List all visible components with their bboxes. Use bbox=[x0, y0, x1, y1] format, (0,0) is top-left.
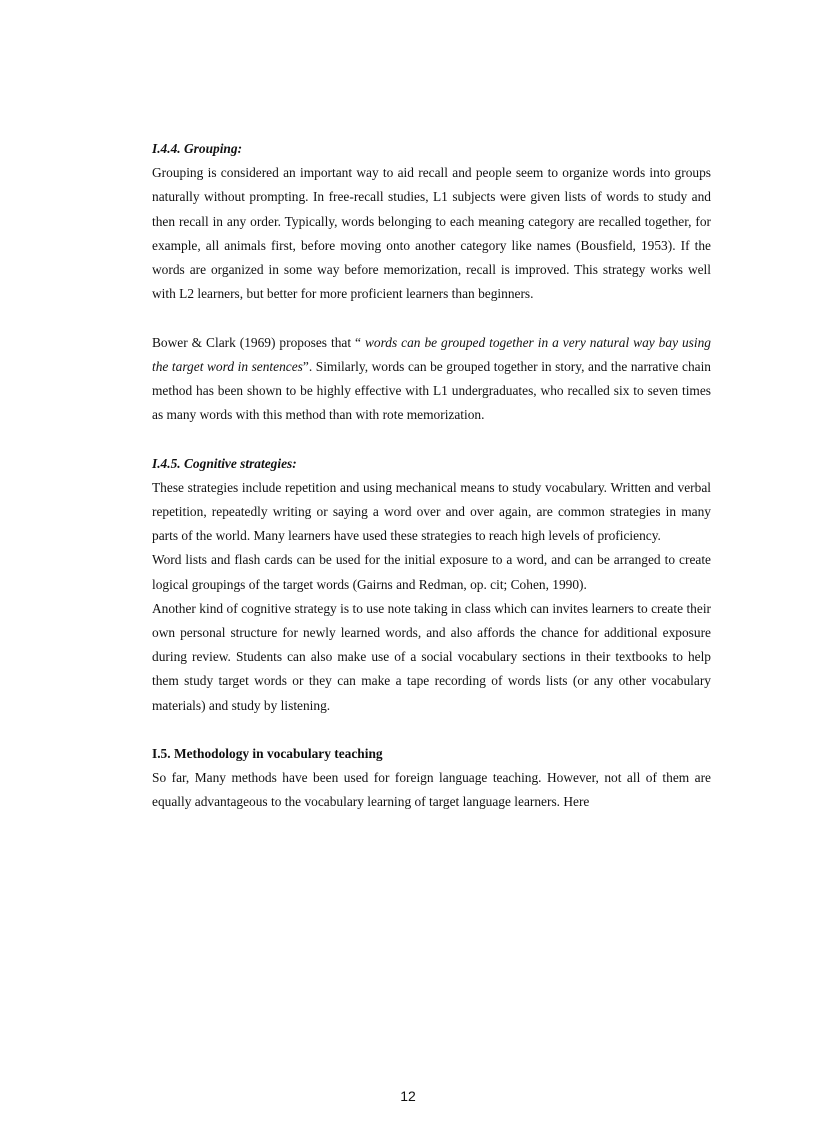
page-number: 12 bbox=[400, 1088, 416, 1104]
paragraph-spacer bbox=[152, 427, 711, 451]
paragraph-grouping-2 bbox=[152, 331, 711, 428]
paragraph-methodology-1: So far, Many methods have been used for foreign language teaching. However, not all of them are equally advantageous to the vocabulary learning of target language learners. Here bbox=[152, 770, 711, 810]
paragraph-cognitive-1: These strategies include repetition and using mechanical means to study vocabulary. Written and verbal repetition, repeatedly writing or saying a word over and over again, are common strategies in many parts of the world. Many learners have used these strategies to reach high levels of proficiency. bbox=[152, 479, 711, 544]
section-heading-cognitive: I.4.5. Cognitive strategies: bbox=[152, 455, 297, 471]
paragraph-spacer bbox=[152, 306, 711, 330]
section-heading-methodology: I.5. Methodology in vocabulary teaching bbox=[152, 746, 383, 762]
page-body bbox=[152, 137, 711, 815]
paragraph-spacer bbox=[152, 718, 711, 742]
paragraph-grouping-2-intro: Bower & Clark (1969) proposes that “ bbox=[152, 334, 365, 350]
paragraph-grouping-1: Grouping is considered an important way to aid recall and people seem to organize words into groups naturally without prompting. In free-recall studies, L1 subjects were given lists of words to study and then recall in any order. Typically, words belonging to each meaning category are recalled together, for example, all animals first, before moving onto another category like names (Bousfield, 1953). If the words are organized in some way before memorization, recall is improved. This strategy works well with L2 learners, but better for more proficient learners than beginners. bbox=[152, 165, 711, 302]
section-heading-grouping: I.4.4. Grouping: bbox=[152, 141, 243, 156]
paragraph-grouping-2-rest: ”. Similarly, words can be grouped together in story, and the narrative chain method has been shown to be highly effective with L1 undergraduates, who recalled six to seven times as many words with this method than with rote memorization. bbox=[152, 358, 711, 423]
paragraph-grouping-2-quote: words can be grouped together in a very natural way bay using the target word in sentences bbox=[152, 334, 711, 374]
paragraph-cognitive-2: Word lists and flash cards can be used for the initial exposure to a word, and can be arranged to create logical groupings of the target words (Gairns and Redman, op. cit; Cohen, 1990). bbox=[152, 552, 711, 592]
paragraph-cognitive-3: Another kind of cognitive strategy is to use note taking in class which can invites learners to create their own personal structure for newly learned words, and also affords the chance for additional exposure during review. Students can also make use of a social vocabulary sections in their textbooks to help them study target words or they can make a tape recording of words lists (or any other vocabulary materials) and study by listening. bbox=[152, 600, 711, 713]
